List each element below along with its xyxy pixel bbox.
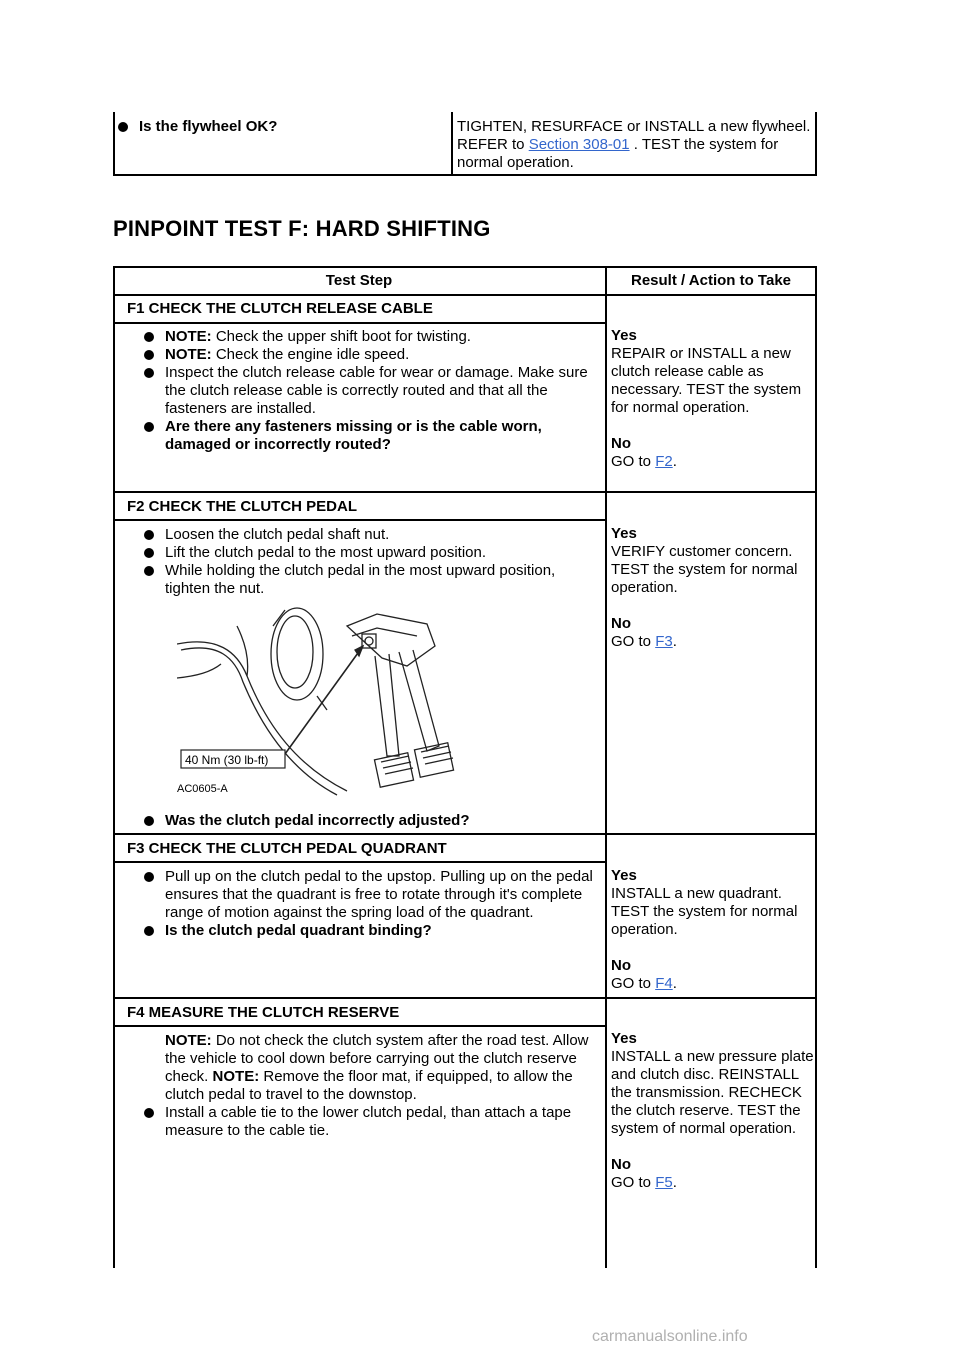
bullet-dot-icon <box>144 332 154 342</box>
flywheel-question <box>115 118 445 136</box>
table-border-top <box>113 266 817 268</box>
step-f4-title: F4 MEASURE THE CLUTCH RESERVE <box>127 1004 400 1021</box>
question-text: Are there any fasteners missing or is the cable worn, damaged or incorrectly routed? <box>165 418 542 453</box>
no-action-end: . <box>672 453 677 470</box>
previous-test-table-end <box>113 112 817 176</box>
action-text: TIGHTEN, RESURFACE or INSTALL a new flywheel. REFER to <box>457 118 811 153</box>
bullet-dot-icon <box>144 816 154 826</box>
instruction-text: While holding the clutch pedal in the most upward position, tighten the nut. <box>165 562 556 597</box>
go-to-f4-link[interactable]: F4 <box>655 975 673 992</box>
no-action: GO to <box>611 453 652 470</box>
yes-label: Yes <box>611 327 637 344</box>
note-label: NOTE: <box>165 1032 212 1049</box>
flywheel-action <box>457 118 813 172</box>
header-test-step: Test Step <box>325 272 393 289</box>
note-text: Check the engine idle speed. <box>211 346 410 363</box>
step-f1-list <box>141 328 601 454</box>
bullet-item <box>141 922 601 940</box>
bullet-dot-icon <box>144 422 154 432</box>
no-action-end: . <box>672 975 677 992</box>
bullet-dot-icon <box>144 872 154 882</box>
question-text: Is the clutch pedal quadrant binding? <box>165 922 432 939</box>
no-action-end: . <box>672 633 677 650</box>
step-f4-result <box>611 1030 815 1192</box>
column-divider <box>605 266 607 1268</box>
bullet-item <box>141 526 601 544</box>
bullet-item <box>141 544 601 562</box>
step-f3-result <box>611 867 815 993</box>
no-action: GO to <box>611 975 652 992</box>
bullet-item <box>141 418 601 454</box>
instruction-text: Pull up on the clutch pedal to the upstop. Pulling up on the pedal ensures that the quadrant is free to rotate through it's complete range of motion against the spring load of the quadrant. <box>165 868 593 921</box>
no-label: No <box>611 435 631 452</box>
yes-action: VERIFY customer concern. TEST the system for normal operation. <box>611 543 798 596</box>
step-title-divider <box>113 861 607 863</box>
step-f3-list <box>141 868 601 940</box>
bullet-dot-icon <box>144 530 154 540</box>
step-f1-result <box>611 327 815 471</box>
note-text: Check the upper shift boot for twisting. <box>211 328 471 345</box>
table-border-left <box>113 266 115 1268</box>
no-action: GO to <box>611 633 652 650</box>
step-f1-title: F1 CHECK THE CLUTCH RELEASE CABLE <box>127 300 433 317</box>
yes-action: INSTALL a new quadrant. TEST the system for normal operation. <box>611 885 798 938</box>
step-f4-list <box>141 1032 601 1140</box>
clutch-pedal-figure <box>177 606 467 796</box>
bullet-dot-icon <box>144 350 154 360</box>
header-result: Result / Action to Take <box>630 272 792 289</box>
pinpoint-test-table <box>113 266 817 1268</box>
section-title: PINPOINT TEST F: HARD SHIFTING <box>113 216 491 241</box>
bullet-item <box>115 118 445 136</box>
column-divider <box>451 112 453 174</box>
question-text: Was the clutch pedal incorrectly adjusted? <box>165 812 470 829</box>
note-item <box>141 1032 601 1104</box>
step-f2-title: F2 CHECK THE CLUTCH PEDAL <box>127 498 358 515</box>
go-to-f2-link[interactable]: F2 <box>655 453 673 470</box>
step-title-divider <box>113 322 607 324</box>
yes-label: Yes <box>611 1030 637 1047</box>
note-label: NOTE: <box>212 1068 260 1085</box>
no-label: No <box>611 957 631 974</box>
instruction-text: Loosen the clutch pedal shaft nut. <box>165 526 390 543</box>
step-f2-result <box>611 525 815 651</box>
table-border-right <box>815 266 817 1268</box>
bullet-item <box>141 328 601 346</box>
no-label: No <box>611 615 631 632</box>
figure-code: AC0605-A <box>177 783 228 795</box>
yes-label: Yes <box>611 867 637 884</box>
row-divider <box>113 833 817 835</box>
no-action-end: . <box>672 1174 677 1191</box>
bullet-dot-icon <box>144 548 154 558</box>
action-text-end: . TEST the system for normal operation. <box>457 136 779 171</box>
bullet-item <box>141 346 601 364</box>
section-308-01-link[interactable]: Section 308-01 <box>528 136 630 153</box>
no-label: No <box>611 1156 631 1173</box>
clutch-pedal-illustration <box>177 606 467 796</box>
instruction-text: Inspect the clutch release cable for wear or damage. Make sure the clutch release cable is correctly routed and that all the fasteners are installed. <box>165 364 588 417</box>
step-f2-question-list <box>141 812 601 830</box>
note-label: NOTE: <box>165 346 212 363</box>
bullet-item <box>141 562 601 598</box>
bullet-dot-icon <box>144 566 154 576</box>
go-to-f3-link[interactable]: F3 <box>655 633 673 650</box>
bullet-item <box>141 812 601 830</box>
watermark: carmanualsonline.info <box>592 1328 748 1345</box>
yes-action: INSTALL a new pressure plate and clutch disc. REINSTALL the transmission. RECHECK the clutch reserve. TEST the system of normal operation. <box>611 1048 814 1137</box>
row-divider <box>113 491 817 493</box>
instruction-text: Install a cable tie to the lower clutch pedal, than attach a tape measure to the cable tie. <box>165 1104 572 1139</box>
bullet-dot-icon <box>118 122 128 132</box>
step-f3-title: F3 CHECK THE CLUTCH PEDAL QUADRANT <box>127 840 447 857</box>
note-label: NOTE: <box>165 328 212 345</box>
bullet-dot-icon <box>144 368 154 378</box>
yes-label: Yes <box>611 525 637 542</box>
bullet-item <box>141 1104 601 1140</box>
instruction-text: Lift the clutch pedal to the most upward position. <box>165 544 487 561</box>
torque-label: 40 Nm (30 lb-ft) <box>185 753 269 767</box>
bullet-item <box>141 868 601 922</box>
bullet-item <box>141 364 601 418</box>
bullet-dot-icon <box>144 1108 154 1118</box>
header-divider <box>113 294 817 296</box>
bullet-dot-icon <box>144 926 154 936</box>
yes-action: REPAIR or INSTALL a new clutch release cable as necessary. TEST the system for normal operation. <box>611 345 802 416</box>
step-title-divider <box>113 1025 607 1027</box>
go-to-f5-link[interactable]: F5 <box>655 1174 673 1191</box>
question-text: Is the flywheel OK? <box>139 118 278 135</box>
note-text: Do not check the clutch system after the road test. Allow the vehicle to cool down before carrying out the clutch reserve check. <box>165 1032 589 1085</box>
row-divider <box>113 997 817 999</box>
note-text: Remove the floor mat, if equipped, to allow the clutch pedal to travel to the downstop. <box>165 1068 573 1103</box>
step-title-divider <box>113 519 607 521</box>
step-f2-list <box>141 526 601 598</box>
no-action: GO to <box>611 1174 652 1191</box>
